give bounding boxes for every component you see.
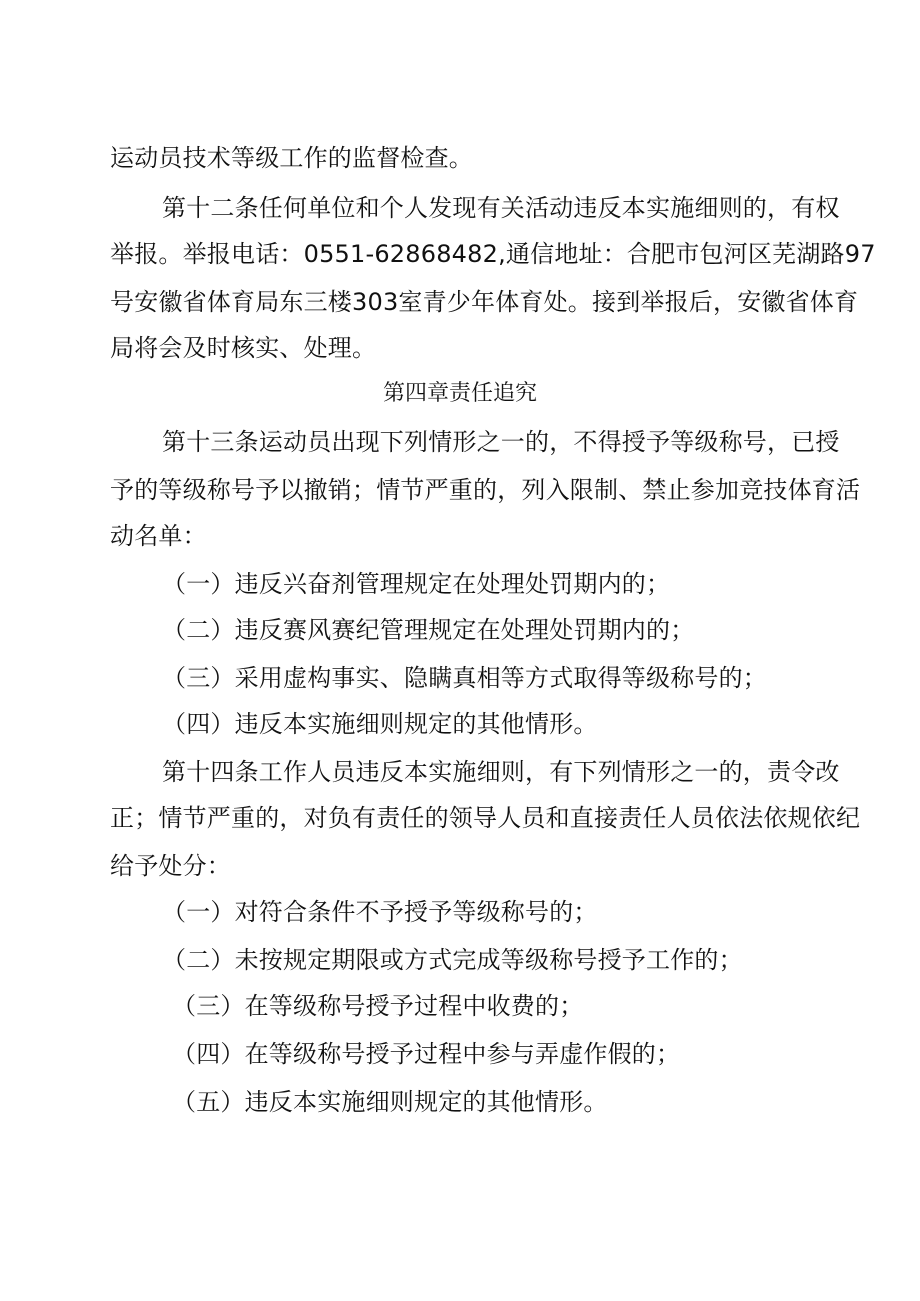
list-item: （二）违反赛风赛纪管理规定在处理处罚期内的；: [162, 616, 695, 644]
article-14-line: 第十四条工作人员违反本实施细则，有下列情形之一的，责令改: [162, 758, 840, 786]
list-item: （三）在等级称号授予过程中收费的；: [172, 992, 584, 1020]
list-item: （一）违反兴奋剂管理规定在处理处罚期内的；: [162, 570, 671, 598]
list-item: （五）违反本实施细则规定的其他情形。: [172, 1088, 608, 1116]
paragraph-line: 正；情节严重的，对负有责任的领导人员和直接责任人员依法依规依纪: [110, 804, 861, 832]
list-item: （二）未按规定期限或方式完成等级称号授予工作的；: [162, 946, 743, 974]
paragraph-line: 给予处分：: [110, 852, 231, 880]
paragraph-line: 号安徽省体育局东三楼303室青少年体育处。接到举报后，安徽省体育: [110, 288, 859, 316]
article-13-line: 第十三条运动员出现下列情形之一的，不得授予等级称号，已授: [162, 428, 840, 456]
list-item: （四）在等级称号授予过程中参与弄虚作假的；: [172, 1040, 681, 1068]
paragraph-line: 运动员技术等级工作的监督检查。: [110, 144, 473, 172]
paragraph-line: 予的等级称号予以撤销；情节严重的，列入限制、禁止参加竞技体育活: [110, 476, 861, 504]
list-item: （一）对符合条件不予授予等级称号的；: [162, 898, 598, 926]
article-12-line: 第十二条任何单位和个人发现有关活动违反本实施细则的，有权: [162, 194, 840, 222]
paragraph-line: 动名单：: [110, 522, 207, 550]
paragraph-line: 举报。举报电话：0551-62868482,通信地址：合肥市包河区芜湖路97: [110, 240, 876, 268]
list-item: （四）违反本实施细则规定的其他情形。: [162, 710, 598, 738]
list-item: （三）采用虚构事实、隐瞒真相等方式取得等级称号的；: [162, 664, 767, 692]
paragraph-line: 局将会及时核实、处理。: [110, 334, 377, 362]
chapter-heading: 第四章责任追究: [382, 381, 537, 406]
